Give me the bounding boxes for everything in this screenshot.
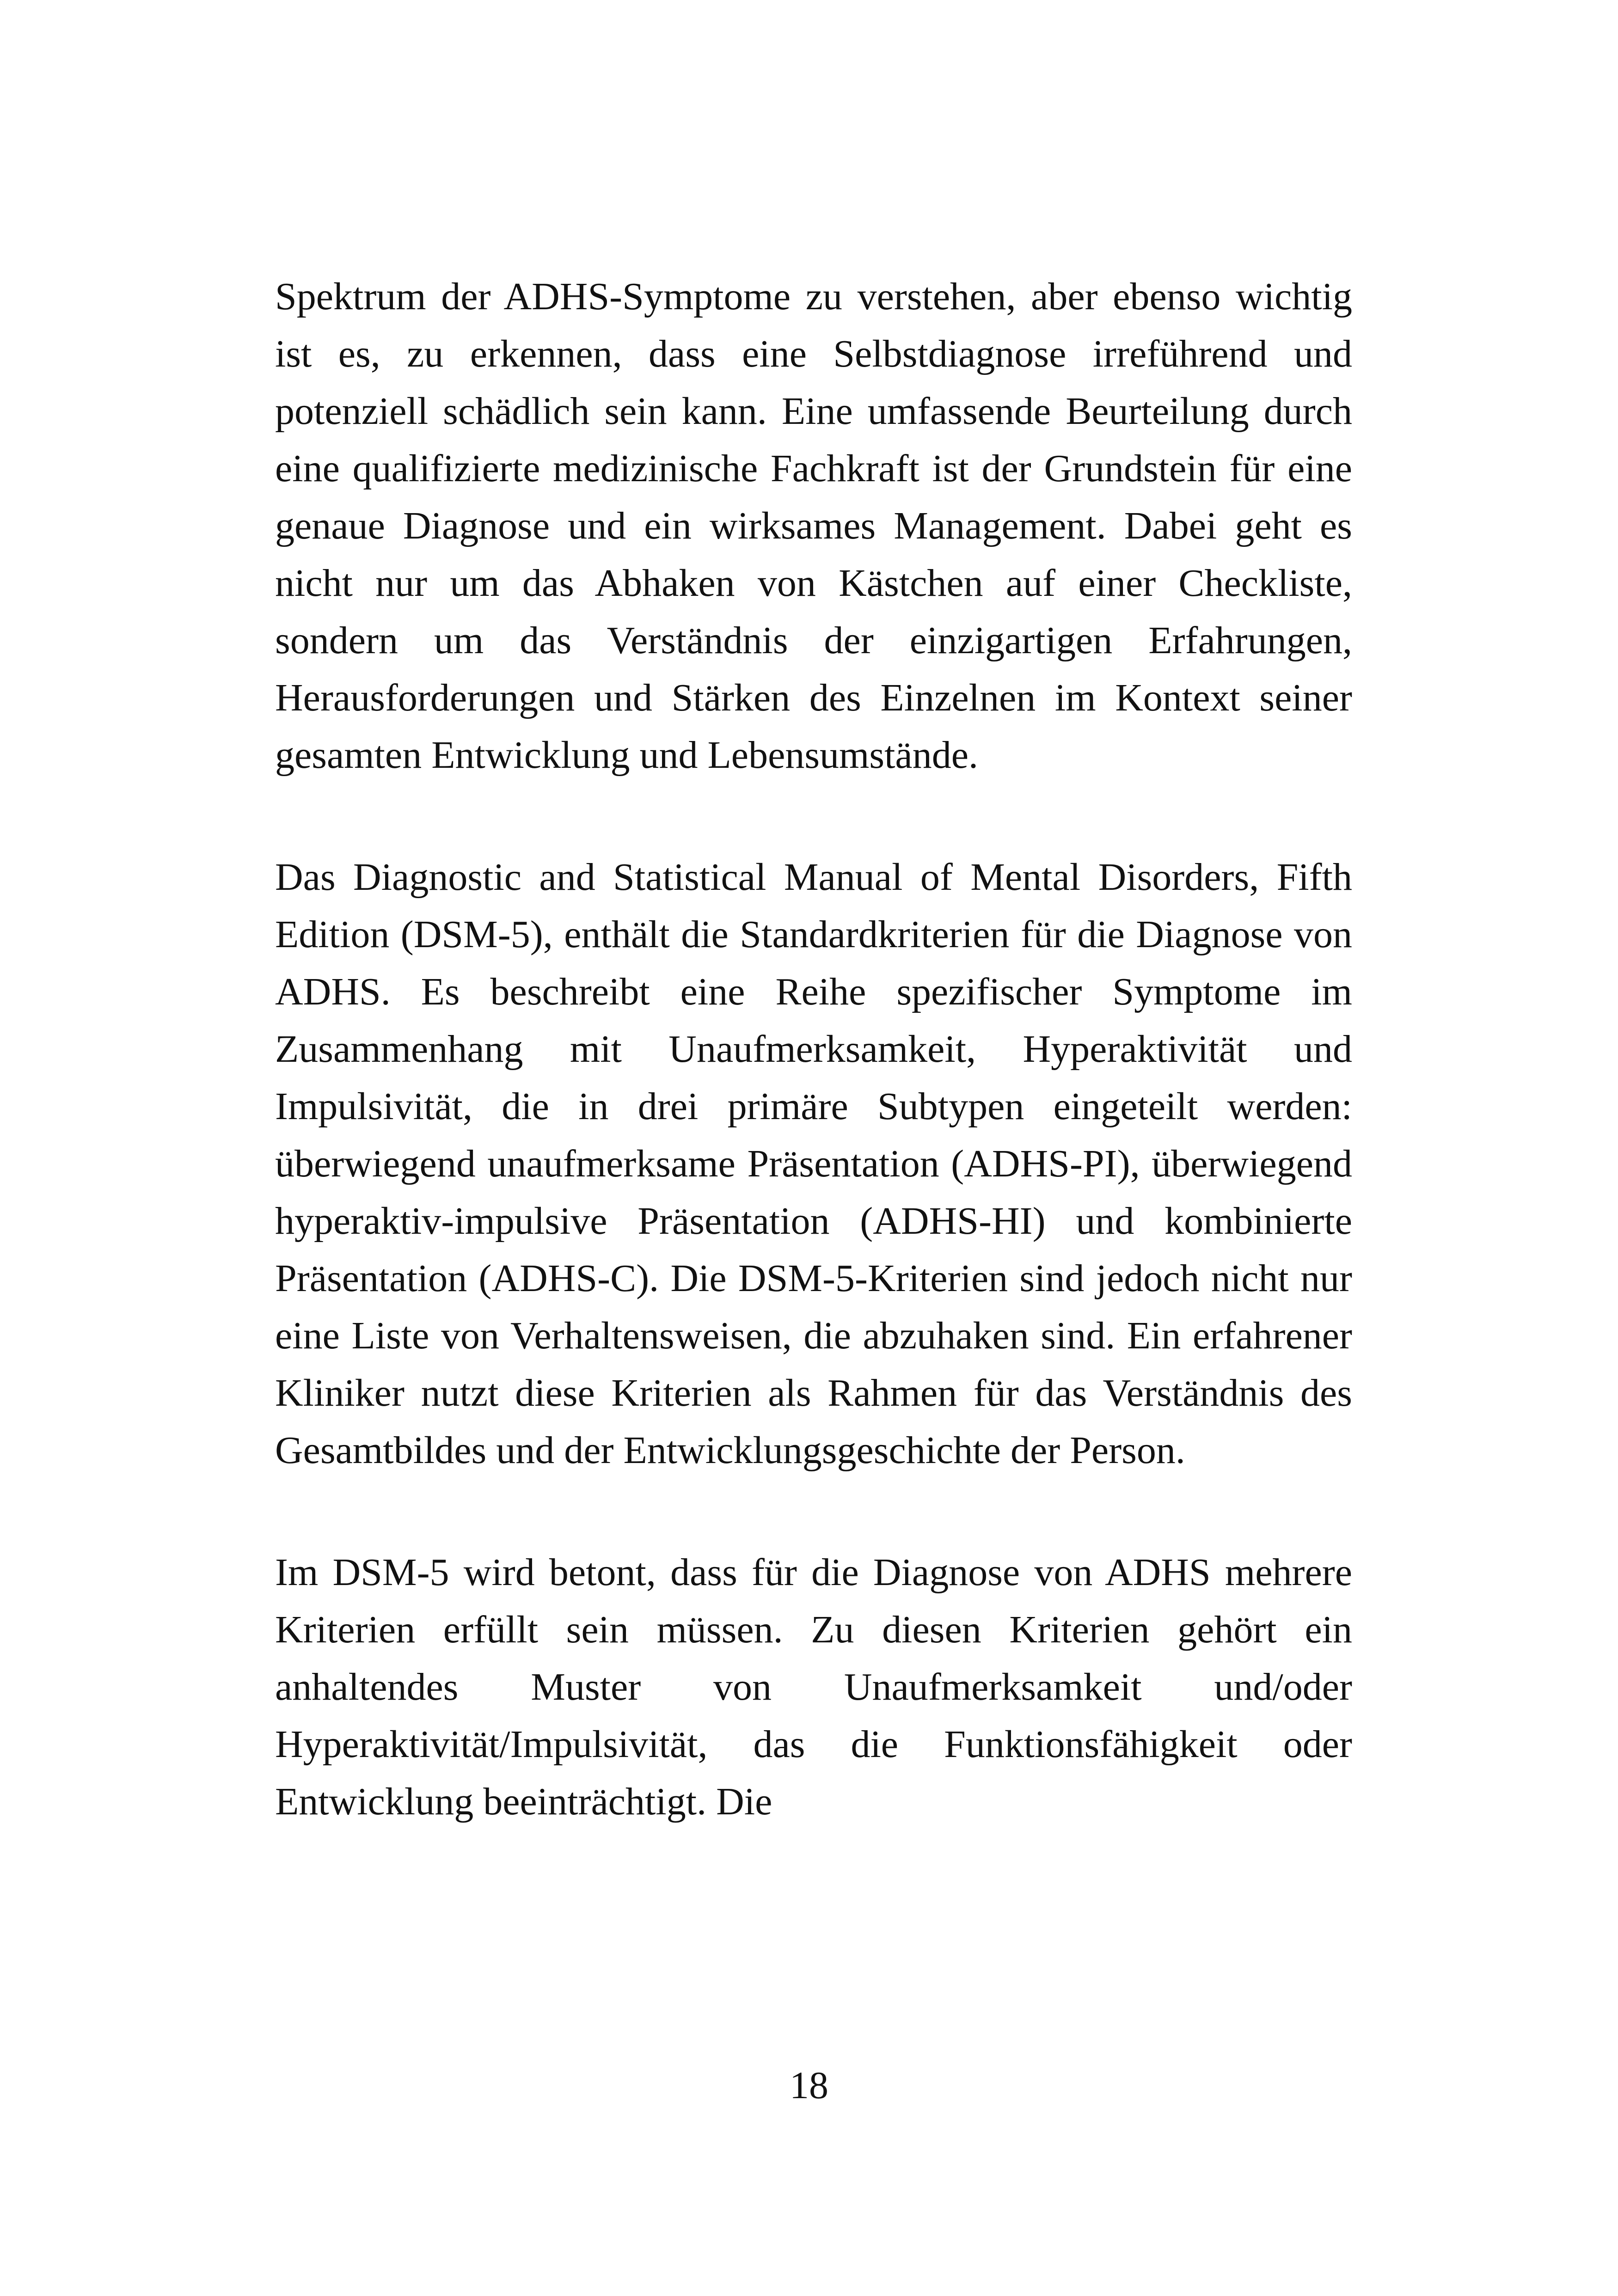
page-number: 18 — [790, 2064, 828, 2107]
body-text — [275, 268, 1352, 1895]
paragraph-2: Das Diagnostic and Statistical Manual of Mental Disorders, Fifth Edition (DSM-5), enthält die Standardkriterien für die Diagnose von ADHS. Es beschreibt eine Reihe spezifischer Symptome im Zusammenhang mit Unaufmerksamkeit, Hyperaktivität und Impulsivität, die in drei primäre Subtypen eingeteilt werden: überwiegend unaufmerksame Präsentation (ADHS-PI), überwiegend hyperaktiv-impulsive Präsentation (ADHS-HI) und kombinierte Präsentation (ADHS-C). Die DSM-5-Kriterien sind jedoch nicht nur eine Liste von Verhaltensweisen, die abzuhaken sind. Ein erfahrener Kliniker nutzt diese Kriterien als Rahmen für das Verständnis des Gesamtbildes und der Entwicklungsgeschichte der Person. — [275, 856, 1352, 1472]
paragraph-1: Spektrum der ADHS-Symptome zu verstehen, aber ebenso wichtig ist es, zu erkennen, dass eine Selbstdiagnose irreführend und potenziell schädlich sein kann. Eine umfassende Beurteilung durch eine qualifizierte medizinische Fachkraft ist der Grundstein für eine genaue Diagnose und ein wirksames Management. Dabei geht es nicht nur um das Abhaken von Kästchen auf einer Checkliste, sondern um das Verständnis der einzigartigen Erfahrungen, Herausforderungen und Stärken des Einzelnen im Kontext seiner gesamten Entwicklung und Lebensumstände. — [275, 275, 1352, 777]
paragraph-3: Im DSM-5 wird betont, dass für die Diagnose von ADHS mehrere Kriterien erfüllt sein müssen. Zu diesen Kriterien gehört ein anhaltendes Muster von Unaufmerksamkeit und/oder Hyperaktivität/Impulsivität, das die Funktionsfähigkeit oder Entwicklung beeinträchtigt. Die — [275, 1551, 1352, 1823]
